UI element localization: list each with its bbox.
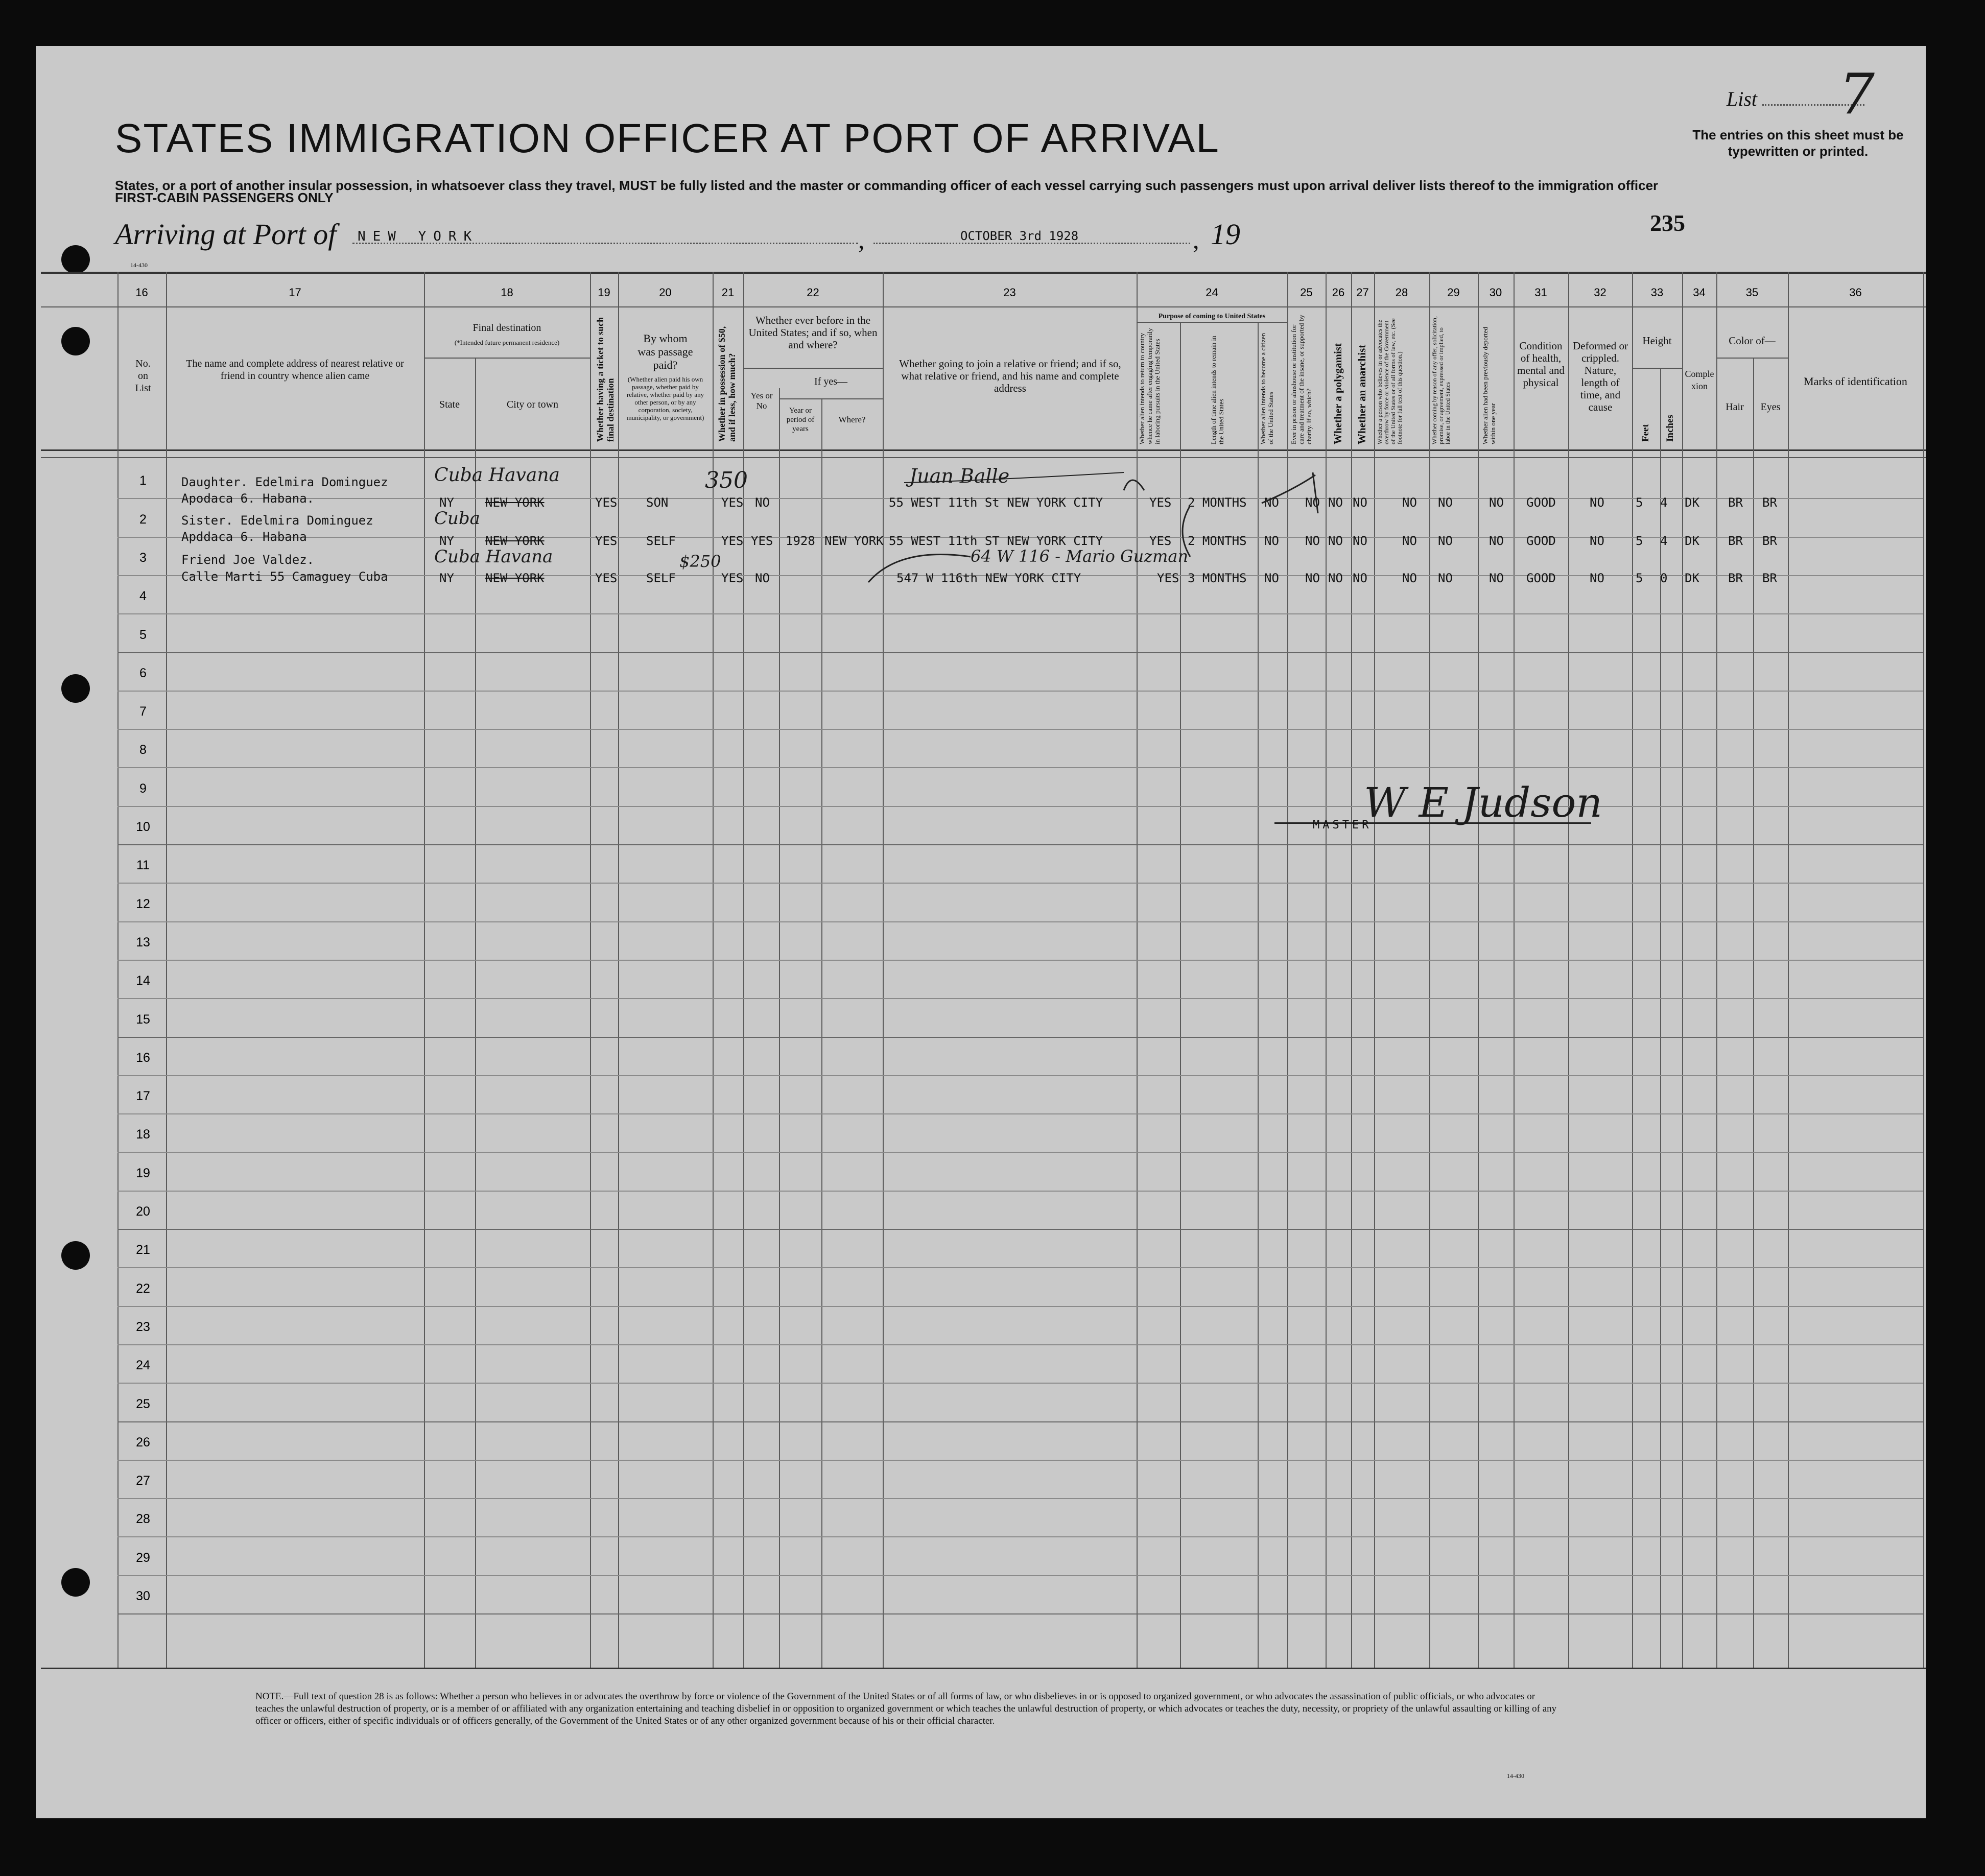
entry-q29: NO [1438, 495, 1453, 510]
entry-ticket: YES [595, 495, 618, 510]
header-state: State [439, 399, 460, 410]
entry-polygamist: NO [1328, 571, 1343, 585]
entry-complexion: DK [1685, 495, 1699, 510]
column-number: 23 [1003, 286, 1016, 299]
row-number: 10 [136, 820, 150, 834]
column-number: 29 [1447, 286, 1460, 299]
entry-hand-destination: Cuba Havana [434, 547, 553, 567]
entry-join: 55 WEST 11th St NEW YORK CITY [889, 495, 1103, 510]
row-number: 17 [136, 1089, 150, 1104]
column-number: 35 [1745, 286, 1759, 299]
entry-eyes: BR [1762, 571, 1777, 585]
column-number: 18 [501, 286, 513, 299]
entry-deported: NO [1489, 495, 1504, 510]
entry-feet: 5 [1636, 495, 1643, 510]
entry-relative-line2: Calle Marti 55 Camaguey Cuba [181, 569, 388, 584]
column-number: 24 [1206, 286, 1218, 299]
row-number: 7 [139, 704, 147, 719]
entry-money: YES [721, 571, 744, 585]
entry-before: NO [755, 495, 770, 510]
column-number: 16 [135, 286, 148, 299]
header-inches: Inches [1665, 415, 1675, 442]
entry-q29: NO [1438, 534, 1453, 548]
header-health: Condition of health, mental and physical [1517, 340, 1565, 389]
row-number: 21 [136, 1243, 150, 1257]
footer-code: 14-430 [1507, 1772, 1524, 1779]
entry-q28: NO [1402, 534, 1417, 548]
column-number: 33 [1650, 286, 1664, 299]
entries-note: The entries on this sheet must be typewritten or printed. [1692, 127, 1904, 159]
row-number: 26 [136, 1435, 150, 1450]
row-number: 18 [136, 1127, 150, 1142]
row-number: 13 [136, 935, 150, 949]
entry-anarchist: NO [1353, 571, 1367, 585]
header-feet: Feet [1640, 424, 1651, 442]
entry-anarchist: NO [1353, 534, 1367, 548]
entry-polygamist: NO [1328, 534, 1343, 548]
entry-before-year: 1928 [786, 534, 815, 548]
entry-inches: 0 [1660, 571, 1668, 585]
date-value: OCTOBER 3rd 1928 [960, 229, 1079, 243]
row-number: 14 [136, 973, 150, 988]
row-number: 29 [136, 1550, 150, 1565]
row-number: 20 [136, 1204, 150, 1219]
row-number: 11 [136, 858, 150, 873]
header-join-relative: Whether going to join a relative or friend; and if so, what relative or friend, and his name and complete address [899, 358, 1121, 394]
entry-health: GOOD [1526, 534, 1556, 548]
header-no-on-list: No. on List [135, 358, 151, 394]
entry-citizen: NO [1264, 495, 1279, 510]
entry-prison: NO [1305, 571, 1320, 585]
column-number: 30 [1489, 286, 1502, 299]
header-hair: Hair [1726, 401, 1744, 413]
entry-return: YES [1157, 571, 1179, 585]
column-number: 25 [1300, 286, 1313, 299]
class-line: FIRST-CABIN PASSENGERS ONLY [115, 190, 334, 205]
header-question-29: Whether coming by reason of any offer, solicitation, promise, or agreement, expressed or implied, to labor in the United States [1431, 316, 1451, 444]
entry-city: NEW YORK [485, 571, 545, 585]
header-final-destination: Final destination [472, 322, 541, 334]
entry-deported: NO [1489, 534, 1504, 548]
header-passage-paid-note: (Whether alien paid his own passage, whether paid by relative, whether paid by any other person, or by any corporation, society, municipality, or government) [626, 375, 704, 421]
entry-ticket: YES [595, 534, 618, 548]
entry-citizen: NO [1264, 571, 1279, 585]
year-prefix: 19 [1211, 218, 1240, 251]
entry-paid-by: SELF [646, 534, 676, 548]
port-value: NEW YORK [358, 229, 479, 244]
entry-hand-money: 350 [705, 467, 748, 493]
header-relative-address: The name and complete address of nearest relative or friend in country whence alien came [186, 358, 404, 382]
column-number: 19 [598, 286, 610, 299]
entry-complexion: DK [1685, 571, 1699, 585]
header-fifty-dollars: Whether in possession of $50, and if less, how much? [717, 326, 737, 442]
entry-state: NY [439, 534, 454, 548]
entry-money: YES [721, 495, 744, 510]
header-purpose: Purpose of coming to United States [1158, 313, 1266, 320]
comma: , [1193, 225, 1199, 254]
entry-eyes: BR [1762, 495, 1777, 510]
row-number: 15 [136, 1012, 150, 1027]
entry-relative-line1: Sister. Edelmira Dominguez [181, 513, 373, 528]
entry-join: 547 W 116th NEW YORK CITY [896, 571, 1081, 585]
entry-deformed: NO [1590, 534, 1604, 548]
header-purpose-return: Whether alien intends to return to country whence he came after engaging temporarily in laboring pursuits in the United States [1138, 328, 1161, 444]
entry-before: NO [755, 571, 770, 585]
arriving-label: Arriving at Port of [115, 218, 337, 251]
header-where: Where? [838, 415, 866, 424]
row-number: 9 [139, 781, 147, 796]
header-yes-no: Yes or No [750, 391, 773, 411]
row-number: 22 [136, 1281, 150, 1296]
row-number: 2 [139, 512, 147, 527]
entry-relative-line2: Apddaca 6. Habana [181, 530, 307, 544]
header-final-destination-note: (*Intended future permanent residence) [454, 339, 560, 346]
entry-hand-destination: Cuba [434, 508, 480, 529]
row-number: 28 [136, 1512, 150, 1527]
entry-prison: NO [1305, 534, 1320, 548]
page-title: STATES IMMIGRATION OFFICER AT PORT OF ARRIVAL [115, 115, 1220, 161]
entry-state: NY [439, 495, 454, 510]
column-number: 27 [1356, 286, 1369, 299]
entry-hair: BR [1728, 495, 1743, 510]
entry-hair: BR [1728, 571, 1743, 585]
entry-state: NY [439, 571, 454, 585]
header-deformed: Deformed or crippled. Nature, length of time, and cause [1573, 340, 1628, 413]
column-number: 34 [1693, 286, 1706, 299]
row-number: 4 [139, 589, 147, 604]
entry-paid-by: SELF [646, 571, 676, 585]
column-number: 21 [721, 286, 735, 299]
entry-health: GOOD [1526, 495, 1556, 510]
row-number: 23 [136, 1319, 150, 1334]
entry-relative-line1: Friend Joe Valdez. [181, 553, 315, 567]
entry-return: YES [1149, 534, 1172, 548]
column-number: 36 [1849, 286, 1862, 299]
header-purpose-length: Length of time alien intends to remain in the United States [1210, 336, 1225, 444]
header-question-28: Whether a person who believes in or advocates the overthrow by force or violence of the Government of the United States or of all forms of law, etc. (See footnote for full text of this question.) [1376, 318, 1403, 444]
row-number: 25 [136, 1396, 150, 1411]
entry-inches: 4 [1660, 534, 1668, 548]
entry-q29: NO [1438, 571, 1453, 585]
header-purpose-citizen: Whether alien intends to become a citizen of the United States [1259, 333, 1274, 444]
header-prison: Ever in prison or almshouse or institution for care and treatment of the insane, or supported by charity. If so, which? [1290, 315, 1313, 444]
header-year: Year or period of years [786, 407, 815, 433]
entry-ticket: YES [595, 571, 618, 585]
header-height: Height [1642, 335, 1672, 347]
form-code: 14-430 [130, 262, 148, 269]
column-number: 32 [1594, 286, 1606, 299]
header-city: City or town [506, 399, 559, 410]
header-ifyes: If yes— [814, 376, 847, 387]
header-ticket: Whether having a ticket to such final destination [595, 317, 616, 442]
entry-hand-join: Juan Balle [909, 465, 1010, 487]
entry-deported: NO [1489, 571, 1504, 585]
row-number: 24 [136, 1358, 150, 1373]
entry-city: NEW YORK [485, 534, 545, 548]
entry-complexion: DK [1685, 534, 1699, 548]
column-number: 22 [807, 286, 819, 299]
entry-length: 2 MONTHS [1188, 495, 1247, 510]
row-number: 1 [139, 473, 147, 488]
header-eyes: Eyes [1760, 401, 1781, 413]
entry-prison: NO [1305, 495, 1320, 510]
entry-anarchist: NO [1353, 495, 1367, 510]
entry-return: YES [1149, 495, 1172, 510]
entry-hand-destination: Cuba Havana [434, 465, 560, 486]
entry-health: GOOD [1526, 571, 1556, 585]
row-number: 5 [139, 627, 147, 642]
master-signature: W E Judson [1364, 779, 1603, 826]
instruction-line: States, or a port of another insular possession, in whatsoever class they travel, MUST be fully listed and the master or commanding officer of each vessel carrying such passengers must upon arrival deliver lists thereof to the immigration officer [115, 178, 1659, 193]
row-number: 27 [136, 1474, 150, 1488]
header-ever-before: Whether ever before in the United States; and if so, when and where? [748, 314, 878, 351]
entry-feet: 5 [1636, 571, 1643, 585]
column-number: 17 [289, 286, 301, 299]
row-number: 16 [136, 1050, 150, 1065]
entry-hand-money: $250 [679, 552, 721, 571]
column-number: 31 [1534, 286, 1547, 299]
entry-feet: 5 [1636, 534, 1643, 548]
entry-deformed: NO [1590, 495, 1604, 510]
entry-city: NEW YORK [485, 495, 545, 510]
entry-relative-line1: Daughter. Edelmira Dominguez [181, 475, 388, 489]
entry-hair: BR [1728, 534, 1743, 548]
entry-before: YES [751, 534, 773, 548]
entry-polygamist: NO [1328, 495, 1343, 510]
list-label: List [1727, 87, 1864, 111]
entry-q28: NO [1402, 571, 1417, 585]
entry-before-where: NEW YORK [824, 534, 884, 548]
entry-inches: 4 [1660, 495, 1668, 510]
row-number: 30 [136, 1589, 150, 1603]
header-marks: Marks of identification [1804, 375, 1907, 388]
entry-hand-join: 64 W 116 - Mario Guzman [971, 547, 1189, 566]
list-number: 7 [1839, 61, 1875, 127]
entry-eyes: BR [1762, 534, 1777, 548]
header-complexion: Complexion [1685, 369, 1714, 391]
entry-money: YES [721, 534, 744, 548]
entry-relative-line2: Apodaca 6. Habana. [181, 491, 315, 506]
header-anarchist: Whether an anarchist [1356, 344, 1368, 444]
row-number: 6 [139, 666, 147, 680]
row-number: 19 [136, 1166, 150, 1180]
row-number: 3 [139, 550, 147, 565]
page-number: 235 [1650, 210, 1685, 236]
row-number: 8 [139, 743, 147, 757]
column-number: 20 [659, 286, 672, 299]
column-number: 26 [1332, 286, 1345, 299]
column-number: 28 [1395, 286, 1408, 299]
header-color: Color of— [1729, 335, 1776, 347]
header-passage-paid: By whom was passage paid? [637, 332, 693, 371]
entry-paid-by: SON [646, 495, 669, 510]
signature-role: MASTER [1313, 819, 1372, 832]
entry-citizen: NO [1264, 534, 1279, 548]
header-deported: Whether alien had been previously deported within one year [1481, 327, 1497, 444]
entry-deformed: NO [1590, 571, 1604, 585]
entry-length: 2 MONTHS [1188, 534, 1247, 548]
header-polygamist: Whether a polygamist [1332, 343, 1344, 444]
entry-length: 3 MONTHS [1188, 571, 1247, 585]
entry-q28: NO [1402, 495, 1417, 510]
comma: , [858, 225, 865, 254]
footnote: NOTE.—Full text of question 28 is as follows: Whether a person who believes in or advocates the overthrow by force or violence of the Government of the United States or of all forms of law, or who disbelieves in or is opposed to organized government, or who advocates the assassination of public officials, or who advocates or teaches the unlawful destruction of property, or is a member of or affiliated with any organization entertaining and teaching disbelief in or opposition to organized government or which teaches the unlawful destruction of property, or which advocates or teaches the duty, necessity, or propriety of the unlawful assaulting or killing of any officer or officers, either of specific individuals or of officers generally, of the Government of the United States or of any other organized government because of his or their official character. [255, 1691, 1557, 1726]
entry-join: 55 WEST 11th ST NEW YORK CITY [889, 534, 1103, 548]
row-number: 12 [136, 896, 150, 911]
